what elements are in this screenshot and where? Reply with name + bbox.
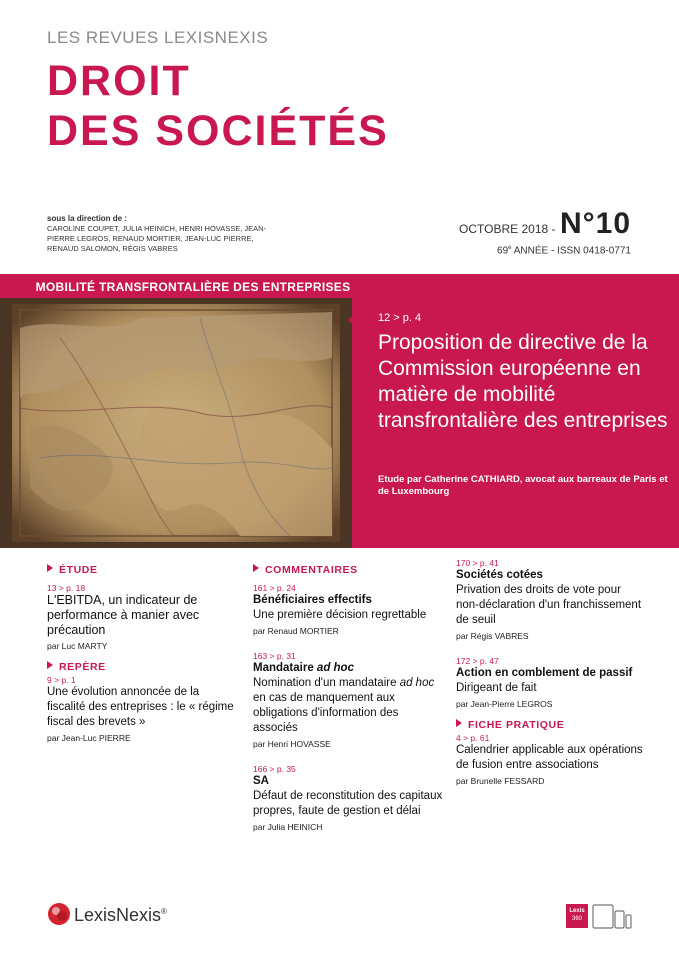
item-text: Dirigeant de fait [456,682,537,694]
item-ref: 13 > p. 18 [47,583,86,593]
title-line-2: DES SOCIÉTÉS [47,107,389,155]
feature-banner: MOBILITÉ TRANSFRONTALIÈRE DES ENTREPRISES [35,280,351,294]
year-sup: e [508,245,512,251]
section-etude-label: ÉTUDE [59,564,98,576]
item-text[interactable]: Calendrier applicable aux opérations de fusion entre associations [456,744,643,771]
lexis360-badge [566,904,588,928]
badge-line-1: Lexis [569,908,585,914]
item-title[interactable] [253,661,443,676]
column-2 [253,564,443,832]
item-title-main: Mandataire [253,662,314,674]
brand-name: LexisNexis [74,905,162,925]
item-ref: 9 > p. 1 [47,675,76,685]
triangle-icon [253,564,259,572]
item-ref: 163 > p. 31 [253,651,296,661]
item-ref: 166 > p. 35 [253,764,296,774]
badge-line-2: 360 [571,916,582,922]
item-text [253,676,443,736]
year-prefix: 69 [497,245,509,257]
item-ref: 172 > p. 47 [456,656,499,666]
feature-pointer [348,313,356,327]
section-repere-label: REPÈRE [59,661,106,673]
feature-ref: 12 > p. 4 [378,312,422,324]
item-title[interactable]: Bénéficiaires effectifs [253,594,372,606]
item-author: par Julia HEINICH [253,822,323,832]
issue-date: OCTOBRE 2018 - [459,222,556,236]
item-author: par Jean-Luc PIERRE [47,733,131,743]
section-commentaires-label: COMMENTAIRES [265,564,358,576]
direction-label: sous la direction de : [47,214,128,223]
publisher: LES REVUES LEXISNEXIS [47,28,269,47]
item-ref: 4 > p. 61 [456,733,490,743]
feature-author: Etude par Catherine CATHIARD, avocat aux barreaux de Paris et de Luxembourg [378,474,668,497]
item-text: Défaut de reconstitution des capitaux propres, faute de gestion et délai [253,790,443,817]
item-text: Une première décision regrettable [253,609,427,621]
item-ref: 170 > p. 41 [456,558,499,568]
triangle-icon [47,564,53,572]
triangle-icon [456,719,462,727]
item-title[interactable]: Action en comblement de passif [456,667,633,679]
direction-names: CAROLINE COUPET, JULIA HEINICH, HENRI HOVASSE, JEAN-PIERRE LEGROS, RENAUD MORTIER, JEAN-LUC PIERRE, RENAUD SALOMON, RÉGIS VABRES [47,224,267,253]
triangle-icon [47,661,53,669]
footer-brand [74,905,167,926]
item-text-part: en cas de manquement aux obligations d'information des associés [253,692,399,734]
item-text: Privation des droits de vote pour non-déclaration d'un franchissement de seuil [456,584,642,626]
section-fiche-label: FICHE PRATIQUE [468,719,565,731]
section-fiche-pratique [456,719,646,731]
item-text-em: ad hoc [399,677,435,689]
item-author: par Henri HOVASSE [253,739,331,749]
item-title[interactable]: Sociétés cotées [456,569,543,581]
item-text[interactable]: Une évolution annoncée de la fiscalité des entreprises : le « régime fiscal des brevets » [47,686,234,728]
issue-number: N°10 [559,207,631,240]
item-author: par Régis VABRES [456,631,529,641]
year-suffix: ANNÉE - ISSN 0418-0771 [511,245,631,257]
item-author: par Brunelle FESSARD [456,776,545,786]
item-ref: 161 > p. 24 [253,583,296,593]
issue-info [459,207,631,241]
section-commentaires [253,564,443,576]
item-author: par Renaud MORTIER [253,626,339,636]
item-title[interactable]: SA [253,775,269,787]
item-author: par Jean-Pierre LEGROS [456,699,553,709]
item-text-part: Nomination d'un mandataire [253,677,397,689]
issue-year [497,245,631,256]
item-author: par Luc MARTY [47,641,108,651]
devices-icon [592,902,632,935]
editorial-direction [47,214,287,254]
brand-mark: ® [161,907,167,916]
feature-title[interactable]: Proposition de directive de la Commission européenne en matière de mobilité transfrontalière des entreprises [378,331,668,432]
item-title-em: ad hoc [316,662,354,674]
column-3 [456,558,646,786]
lexisnexis-logo-icon [47,902,71,931]
section-repere [47,661,237,673]
item-text[interactable]: L'EBITDA, un indicateur de performance à manier avec précaution [47,593,200,637]
column-1 [47,564,237,743]
map-image [0,298,352,548]
section-etude [47,564,237,576]
title-line-1: DROIT [47,57,191,105]
